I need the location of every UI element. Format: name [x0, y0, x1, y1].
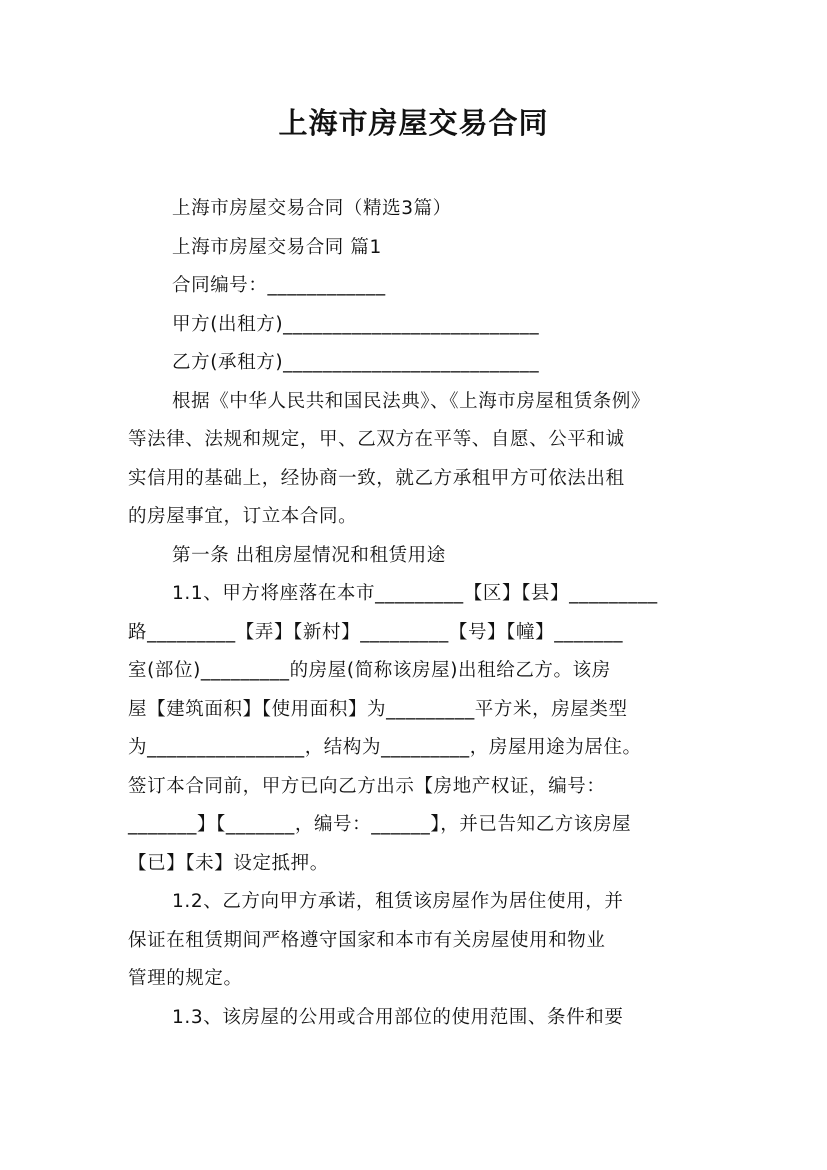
body-line-preamble-2: 等法律、法规和规定，甲、乙双方在平等、自愿、公平和诚 [128, 429, 625, 450]
body-line-clause-1-1-d: 屋【建筑面积】【使用面积】为_________平方米，房屋类型 [128, 698, 628, 720]
document-body [128, 190, 718, 1037]
body-line-clause-1-1-f: 签订本合同前，甲方已向乙方出示【房地产权证，编号： [128, 775, 606, 797]
body-line-party-a: 甲方(出租方)__________________________ [172, 313, 540, 335]
body-line-clause-1-1-b: 路_________【弄】【新村】_________【号】【幢】_______ [128, 621, 624, 643]
body-line-clause-1-1-a: 1.1、甲方将座落在本市_________【区】【县】_________ [172, 583, 658, 604]
body-line-contract-number: 合同编号：____________ [172, 275, 386, 296]
body-line-clause-1-2-c: 管理的规定。 [128, 968, 243, 989]
body-line-preamble-4: 的房屋事宜，订立本合同。 [128, 506, 358, 527]
document-title: 上海市房屋交易合同 [278, 106, 549, 140]
body-line-article-1-heading: 第一条 出租房屋情况和租赁用途 [172, 544, 446, 566]
body-line-clause-1-1-e: 为________________，结构为_________，房屋用途为居住。 [128, 737, 642, 758]
body-line-clause-1-2-a: 1.2、乙方向甲方承诺，租赁该房屋作为居住使用，并 [172, 891, 624, 912]
body-line-subtitle: 上海市房屋交易合同（精选3篇） [172, 198, 452, 219]
body-line-preamble-1: 根据《中华人民共和国民法典》、《上海市房屋租赁条例》 [172, 390, 651, 412]
body-line-clause-1-1-g: _______】【_______，编号：______】，并已告知乙方该房屋 [128, 814, 632, 835]
body-line-clause-1-2-b: 保证在租赁期间严格遵守国家和本市有关房屋使用和物业 [128, 929, 606, 951]
body-line-clause-1-3-a: 1.3、该房屋的公用或合用部位的使用范围、条件和要 [172, 1006, 624, 1028]
body-line-preamble-3: 实信用的基础上，经协商一致，就乙方承租甲方可依法出租 [128, 467, 625, 489]
body-line-section-heading: 上海市房屋交易合同 篇1 [172, 236, 382, 258]
body-line-clause-1-1-c: 室(部位)_________的房屋(简称该房屋)出租给乙方。该房 [128, 660, 611, 681]
body-line-clause-1-1-h: 【已】【未】设定抵押。 [128, 852, 329, 874]
body-line-party-b: 乙方(承租方)__________________________ [172, 352, 540, 373]
